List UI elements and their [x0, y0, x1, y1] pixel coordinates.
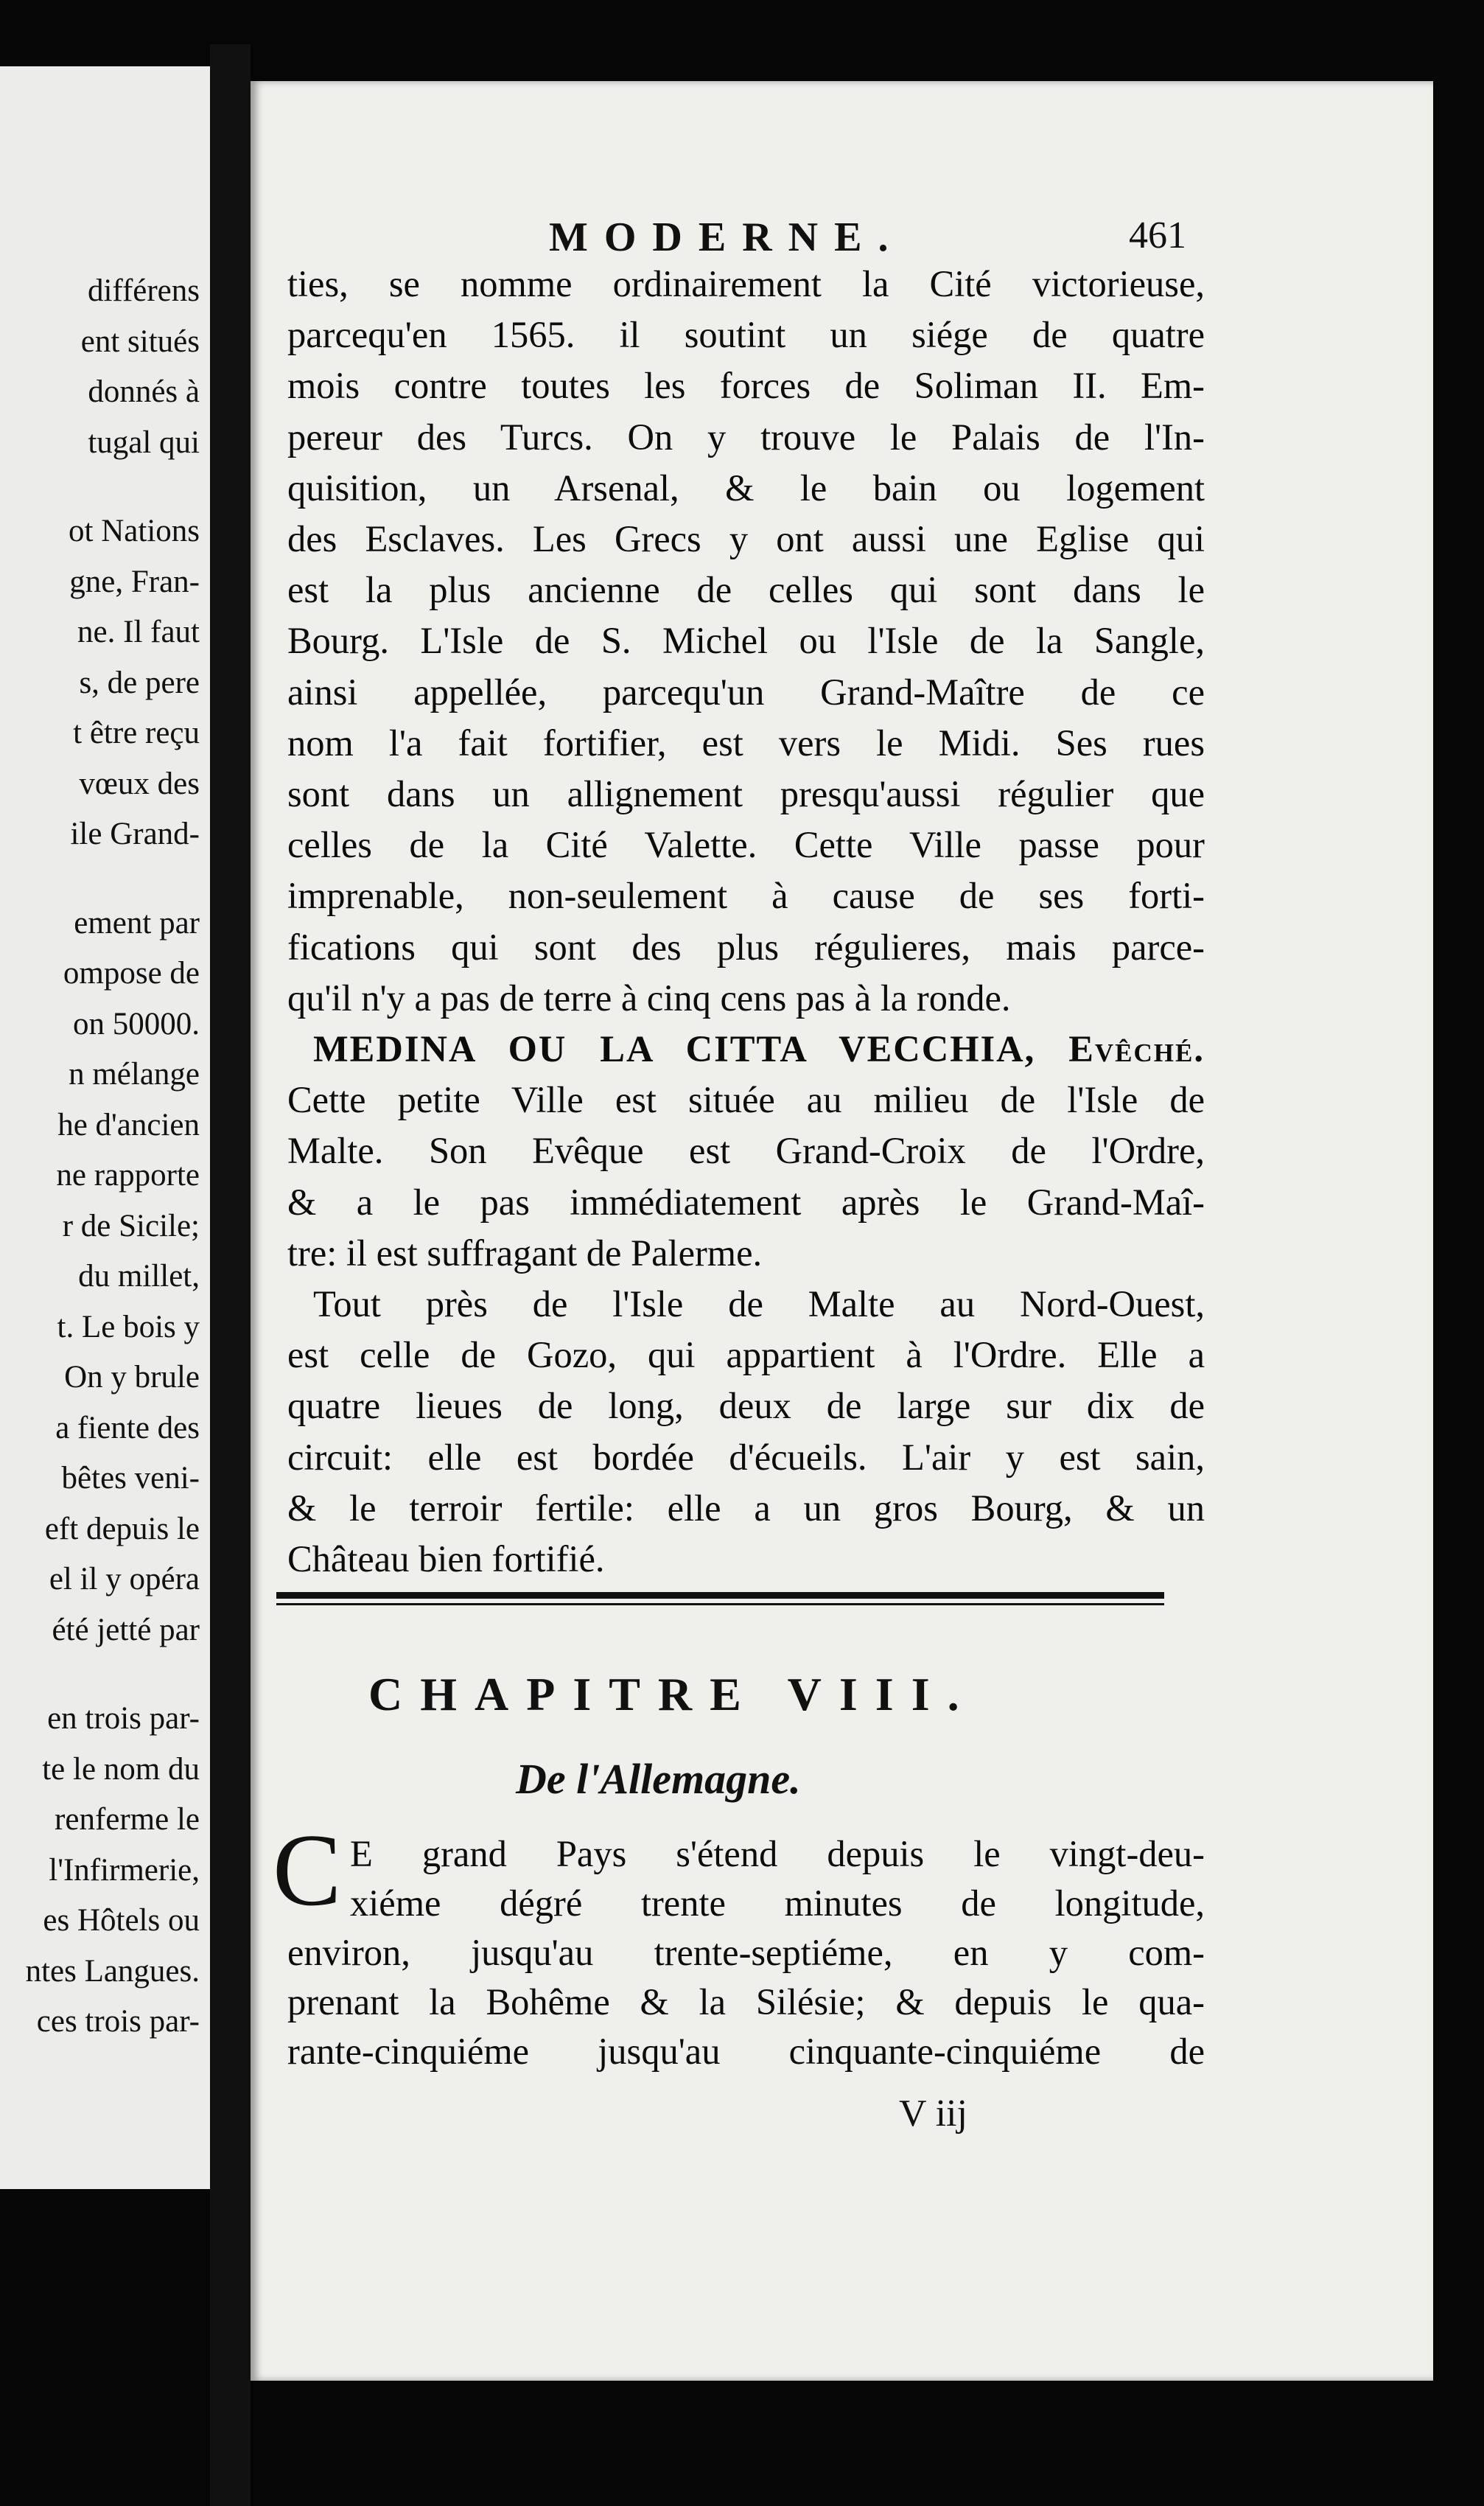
text-line: celles de la Cité Valette. Cette Ville passe pour	[287, 824, 1205, 866]
left-page-line: te le nom du	[42, 1751, 200, 1787]
left-page-line: s, de pere	[79, 665, 200, 700]
left-page-line: vœux des	[79, 766, 200, 801]
left-page-line: été jetté par	[52, 1612, 200, 1647]
left-page-line: ces trois par-	[36, 2004, 200, 2039]
text-line: ties, se nomme ordinairement la Cité victorieuse,	[287, 263, 1205, 304]
left-page-line: ile Grand-	[70, 817, 200, 851]
left-page-fragment	[0, 66, 210, 2189]
text-line: Tout près de l'Isle de Malte au Nord-Ouest,	[313, 1283, 1205, 1324]
chapter-text-line: rante-cinquiéme jusqu'au cinquante-cinquiéme de	[287, 2031, 1205, 2072]
left-page-line: renferme le	[55, 1802, 200, 1837]
text-line: pereur des Turcs. On y trouve le Palais de l'In-	[287, 416, 1205, 458]
chapter-subtitle: De l'Allemagne.	[516, 1755, 801, 1803]
left-page-line: t être reçu	[73, 716, 200, 750]
left-page-line: on 50000.	[73, 1006, 200, 1041]
text-line: Malte. Son Evêque est Grand-Croix de l'Ordre,	[287, 1130, 1205, 1172]
left-page-line: en trois par-	[47, 1701, 200, 1736]
left-page-line: t. Le bois y	[57, 1309, 200, 1344]
text-line: quatre lieues de long, deux de large sur dix de	[287, 1385, 1205, 1427]
running-head: MODERNE.	[549, 214, 905, 260]
text-line: parcequ'en 1565. il soutint un siége de quatre	[287, 314, 1205, 356]
text-line: & le terroir fertile: elle a un gros Bourg, & un	[287, 1487, 1205, 1529]
left-page-line: n mélange	[69, 1057, 200, 1092]
left-page-line: he d'ancien	[57, 1107, 200, 1142]
text-line: Cette petite Ville est située au milieu de l'Isle de	[287, 1079, 1205, 1121]
text-line: fications qui sont des plus régulieres, mais parce-	[287, 926, 1205, 968]
left-page-line: ement par	[74, 905, 200, 940]
left-page-line: a fiente des	[55, 1410, 200, 1445]
chapter-text-line: xiéme dégré trente minutes de longitude,	[350, 1882, 1205, 1924]
left-page-line: es Hôtels ou	[43, 1903, 200, 1938]
text-line: ainsi appellée, parcequ'un Grand-Maître de ce	[287, 671, 1205, 713]
chapter-text-line: environ, jusqu'au trente-septiéme, en y com-	[287, 1932, 1205, 1973]
chapter-divider-thin	[276, 1603, 1164, 1605]
left-page-line: du millet,	[78, 1259, 200, 1294]
left-page-line: On y brule	[64, 1360, 200, 1395]
left-page-line: tugal qui	[88, 425, 200, 460]
text-line: des Esclaves. Les Grecs y ont aussi une Eglise qui	[287, 518, 1205, 559]
signature-mark: V iij	[899, 2093, 967, 2135]
text-line: sont dans un allignement presqu'aussi régulier que	[287, 773, 1205, 814]
left-page-line: ne. Il faut	[77, 615, 200, 649]
left-page-line: gne, Fran-	[69, 564, 200, 599]
left-page-line: ot Nations	[69, 514, 200, 548]
chapter-divider-thick	[276, 1592, 1164, 1599]
left-page-line: r de Sicile;	[62, 1208, 200, 1243]
page-number: 461	[1129, 214, 1186, 256]
left-page-line: donnés à	[88, 374, 200, 409]
text-line: est celle de Gozo, qui appartient à l'Ordre. Elle a	[287, 1334, 1205, 1376]
text-line: mois contre toutes les forces de Soliman II. Em-	[287, 365, 1205, 407]
book-gutter	[210, 44, 251, 2506]
text-line: quisition, un Arsenal, & le bain ou logement	[287, 467, 1205, 509]
chapter-text-line: prenant la Bohême & la Silésie; & depuis le qua-	[287, 1981, 1205, 2022]
left-page-line: l'Infirmerie,	[49, 1852, 200, 1888]
chapter-title: CHAPITRE VIII.	[368, 1668, 977, 1720]
left-page-line: bêtes veni-	[61, 1461, 200, 1495]
text-line: tre: il est suffragant de Palerme.	[287, 1232, 763, 1274]
left-page-line: ntes Langues.	[25, 1953, 200, 1989]
text-line: Bourg. L'Isle de S. Michel ou l'Isle de la Sangle,	[287, 620, 1205, 662]
chapter-text-line: E grand Pays s'étend depuis le vingt-deu-	[350, 1833, 1205, 1874]
drop-cap: C	[273, 1813, 342, 1927]
text-line: imprenable, non-seulement à cause de ses forti-	[287, 875, 1205, 917]
left-page-line: différens	[87, 273, 200, 308]
text-line: nom l'a fait fortifier, est vers le Midi. Ses rues	[287, 722, 1205, 764]
left-page-line: ne rapporte	[56, 1158, 200, 1193]
left-page-line: ent situés	[80, 324, 200, 359]
text-line: circuit: elle est bordée d'écueils. L'air y est sain,	[287, 1436, 1205, 1478]
text-line: MEDINA OU LA CITTA VECCHIA, Evêché.	[313, 1028, 1205, 1069]
left-page-line: ompose de	[63, 956, 200, 991]
text-line: qu'il n'y a pas de terre à cinq cens pas à la ronde.	[287, 977, 1011, 1019]
left-page-line: eft depuis le	[44, 1511, 200, 1546]
text-line: Château bien fortifié.	[287, 1538, 605, 1580]
left-page-line: el il y opéra	[49, 1562, 200, 1596]
text-line: & a le pas immédiatement après le Grand-Maî-	[287, 1181, 1205, 1223]
text-line: est la plus ancienne de celles qui sont dans le	[287, 569, 1205, 611]
